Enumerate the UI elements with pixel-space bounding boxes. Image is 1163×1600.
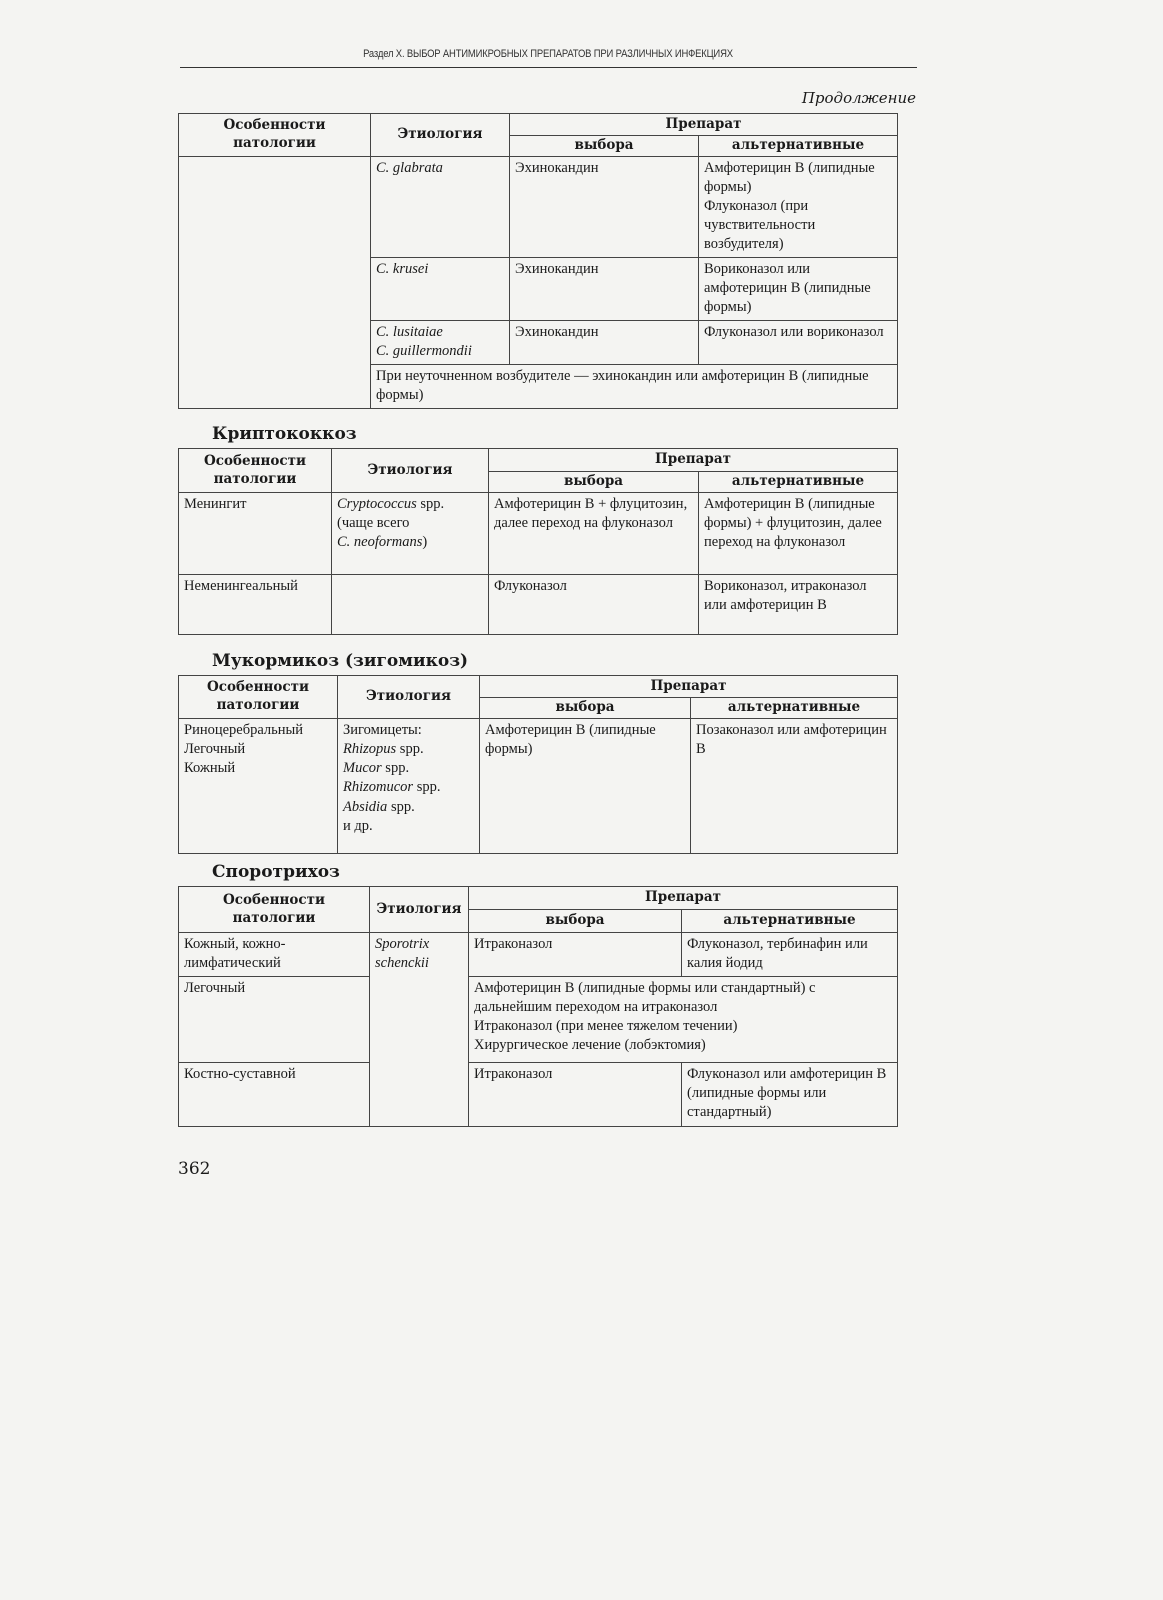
col-alt: альтернативные bbox=[682, 910, 898, 933]
etiology-cell: Зигомицеты: Rhizopus spp. Mucor spp. Rhizomucor spp. Absidia spp. и др. bbox=[338, 719, 480, 854]
col-choice: выбора bbox=[489, 472, 699, 493]
etiology-cell: Cryptococcus spp. (чаще всего C. neoformans) bbox=[332, 493, 489, 575]
choice-cell: Эхинокандин bbox=[510, 156, 699, 257]
col-alt: альтернативные bbox=[691, 698, 898, 719]
table-row bbox=[179, 933, 898, 977]
col-drug: Препарат bbox=[469, 887, 898, 910]
features-cell-empty bbox=[179, 156, 371, 408]
choice-cell: Итраконазол bbox=[469, 1063, 682, 1127]
choice-cell: Эхинокандин bbox=[510, 257, 699, 320]
col-etiology: Этиология bbox=[370, 887, 469, 933]
section-title: Споротрихоз bbox=[212, 862, 340, 882]
choice-cell: Амфотерицин B (липидные формы) bbox=[480, 719, 691, 854]
regimen-cell: Амфотерицин B (липидные формы или стандартный) с дальнейшим переходом на итраконазол Итраконазол (при менее тяжелом течении) Хирургическое лечение (лобэктомия) bbox=[469, 977, 898, 1063]
table-row bbox=[179, 493, 898, 575]
col-features: Особенности патологии bbox=[179, 449, 332, 493]
section-title: Мукормикоз (зигомикоз) bbox=[212, 651, 469, 671]
etiology-cell: Sporotrix schenckii bbox=[370, 933, 469, 1127]
col-alt: альтернативные bbox=[699, 136, 898, 157]
section-title: Криптококкоз bbox=[212, 424, 357, 444]
note-cell: При неуточненном возбудителе — эхинокандин или амфотерицин B (липидные формы) bbox=[371, 364, 898, 408]
mucormycosis-table bbox=[178, 675, 898, 854]
feature-cell: Менингит bbox=[179, 493, 332, 575]
col-choice: выбора bbox=[480, 698, 691, 719]
feature-cell: Кожный, кожно-лимфатический bbox=[179, 933, 370, 977]
choice-cell: Флуконазол bbox=[489, 575, 699, 635]
choice-cell: Амфотерицин B + флуцитозин, далее переход на флуконазол bbox=[489, 493, 699, 575]
col-drug: Препарат bbox=[510, 114, 898, 136]
choice-cell: Эхинокандин bbox=[510, 320, 699, 364]
feature-cell: Неменингеальный bbox=[179, 575, 332, 635]
col-features: Особенности патологии bbox=[179, 676, 338, 719]
table-row bbox=[179, 977, 898, 1063]
candida-table bbox=[178, 113, 898, 409]
choice-cell: Итраконазол bbox=[469, 933, 682, 977]
alt-cell: Амфотерицин B (липидные формы) Флуконазол (при чувствительности возбудителя) bbox=[699, 156, 898, 257]
etiology-cell: C. lusitaiae C. guillermondii bbox=[371, 320, 510, 364]
page-number: 362 bbox=[178, 1159, 211, 1179]
running-header: Раздел X. ВЫБОР АНТИМИКРОБНЫХ ПРЕПАРАТОВ ПРИ РАЗЛИЧНЫХ ИНФЕКЦИЯХ bbox=[363, 48, 733, 60]
col-choice: выбора bbox=[469, 910, 682, 933]
table-row bbox=[179, 575, 898, 635]
col-etiology: Этиология bbox=[332, 449, 489, 493]
col-etiology: Этиология bbox=[371, 114, 510, 157]
etiology-cell-empty bbox=[332, 575, 489, 635]
feature-cell: Легочный bbox=[179, 977, 370, 1063]
col-alt: альтернативные bbox=[699, 472, 898, 493]
etiology-cell: C. glabrata bbox=[371, 156, 510, 257]
col-choice: выбора bbox=[510, 136, 699, 157]
sporotrichosis-table bbox=[178, 886, 898, 1127]
etiology-cell: C. krusei bbox=[371, 257, 510, 320]
alt-cell: Амфотерицин B (липидные формы) + флуцитозин, далее переход на флуконазол bbox=[699, 493, 898, 575]
table-row bbox=[179, 156, 898, 257]
col-features: Особенности патологии bbox=[179, 887, 370, 933]
feature-cell: Костно-суставной bbox=[179, 1063, 370, 1127]
table-row bbox=[179, 1063, 898, 1127]
alt-cell: Вориконазол или амфотерицин B (липидные формы) bbox=[699, 257, 898, 320]
feature-cell: Риноцеребральный Легочный Кожный bbox=[179, 719, 338, 854]
col-features: Особенности патологии bbox=[179, 114, 371, 157]
col-drug: Препарат bbox=[489, 449, 898, 472]
cryptococcosis-table bbox=[178, 448, 898, 635]
alt-cell: Вориконазол, итраконазол или амфотерицин B bbox=[699, 575, 898, 635]
alt-cell: Позаконазол или амфотерицин B bbox=[691, 719, 898, 854]
alt-cell: Флуконазол или вориконазол bbox=[699, 320, 898, 364]
col-etiology: Этиология bbox=[338, 676, 480, 719]
col-drug: Препарат bbox=[480, 676, 898, 698]
header-rule bbox=[180, 67, 917, 68]
table-row bbox=[179, 719, 898, 854]
alt-cell: Флуконазол, тербинафин или калия йодид bbox=[682, 933, 898, 977]
alt-cell: Флуконазол или амфотерицин B (липидные формы или стандартный) bbox=[682, 1063, 898, 1127]
continuation-label: Продолжение bbox=[801, 89, 916, 107]
